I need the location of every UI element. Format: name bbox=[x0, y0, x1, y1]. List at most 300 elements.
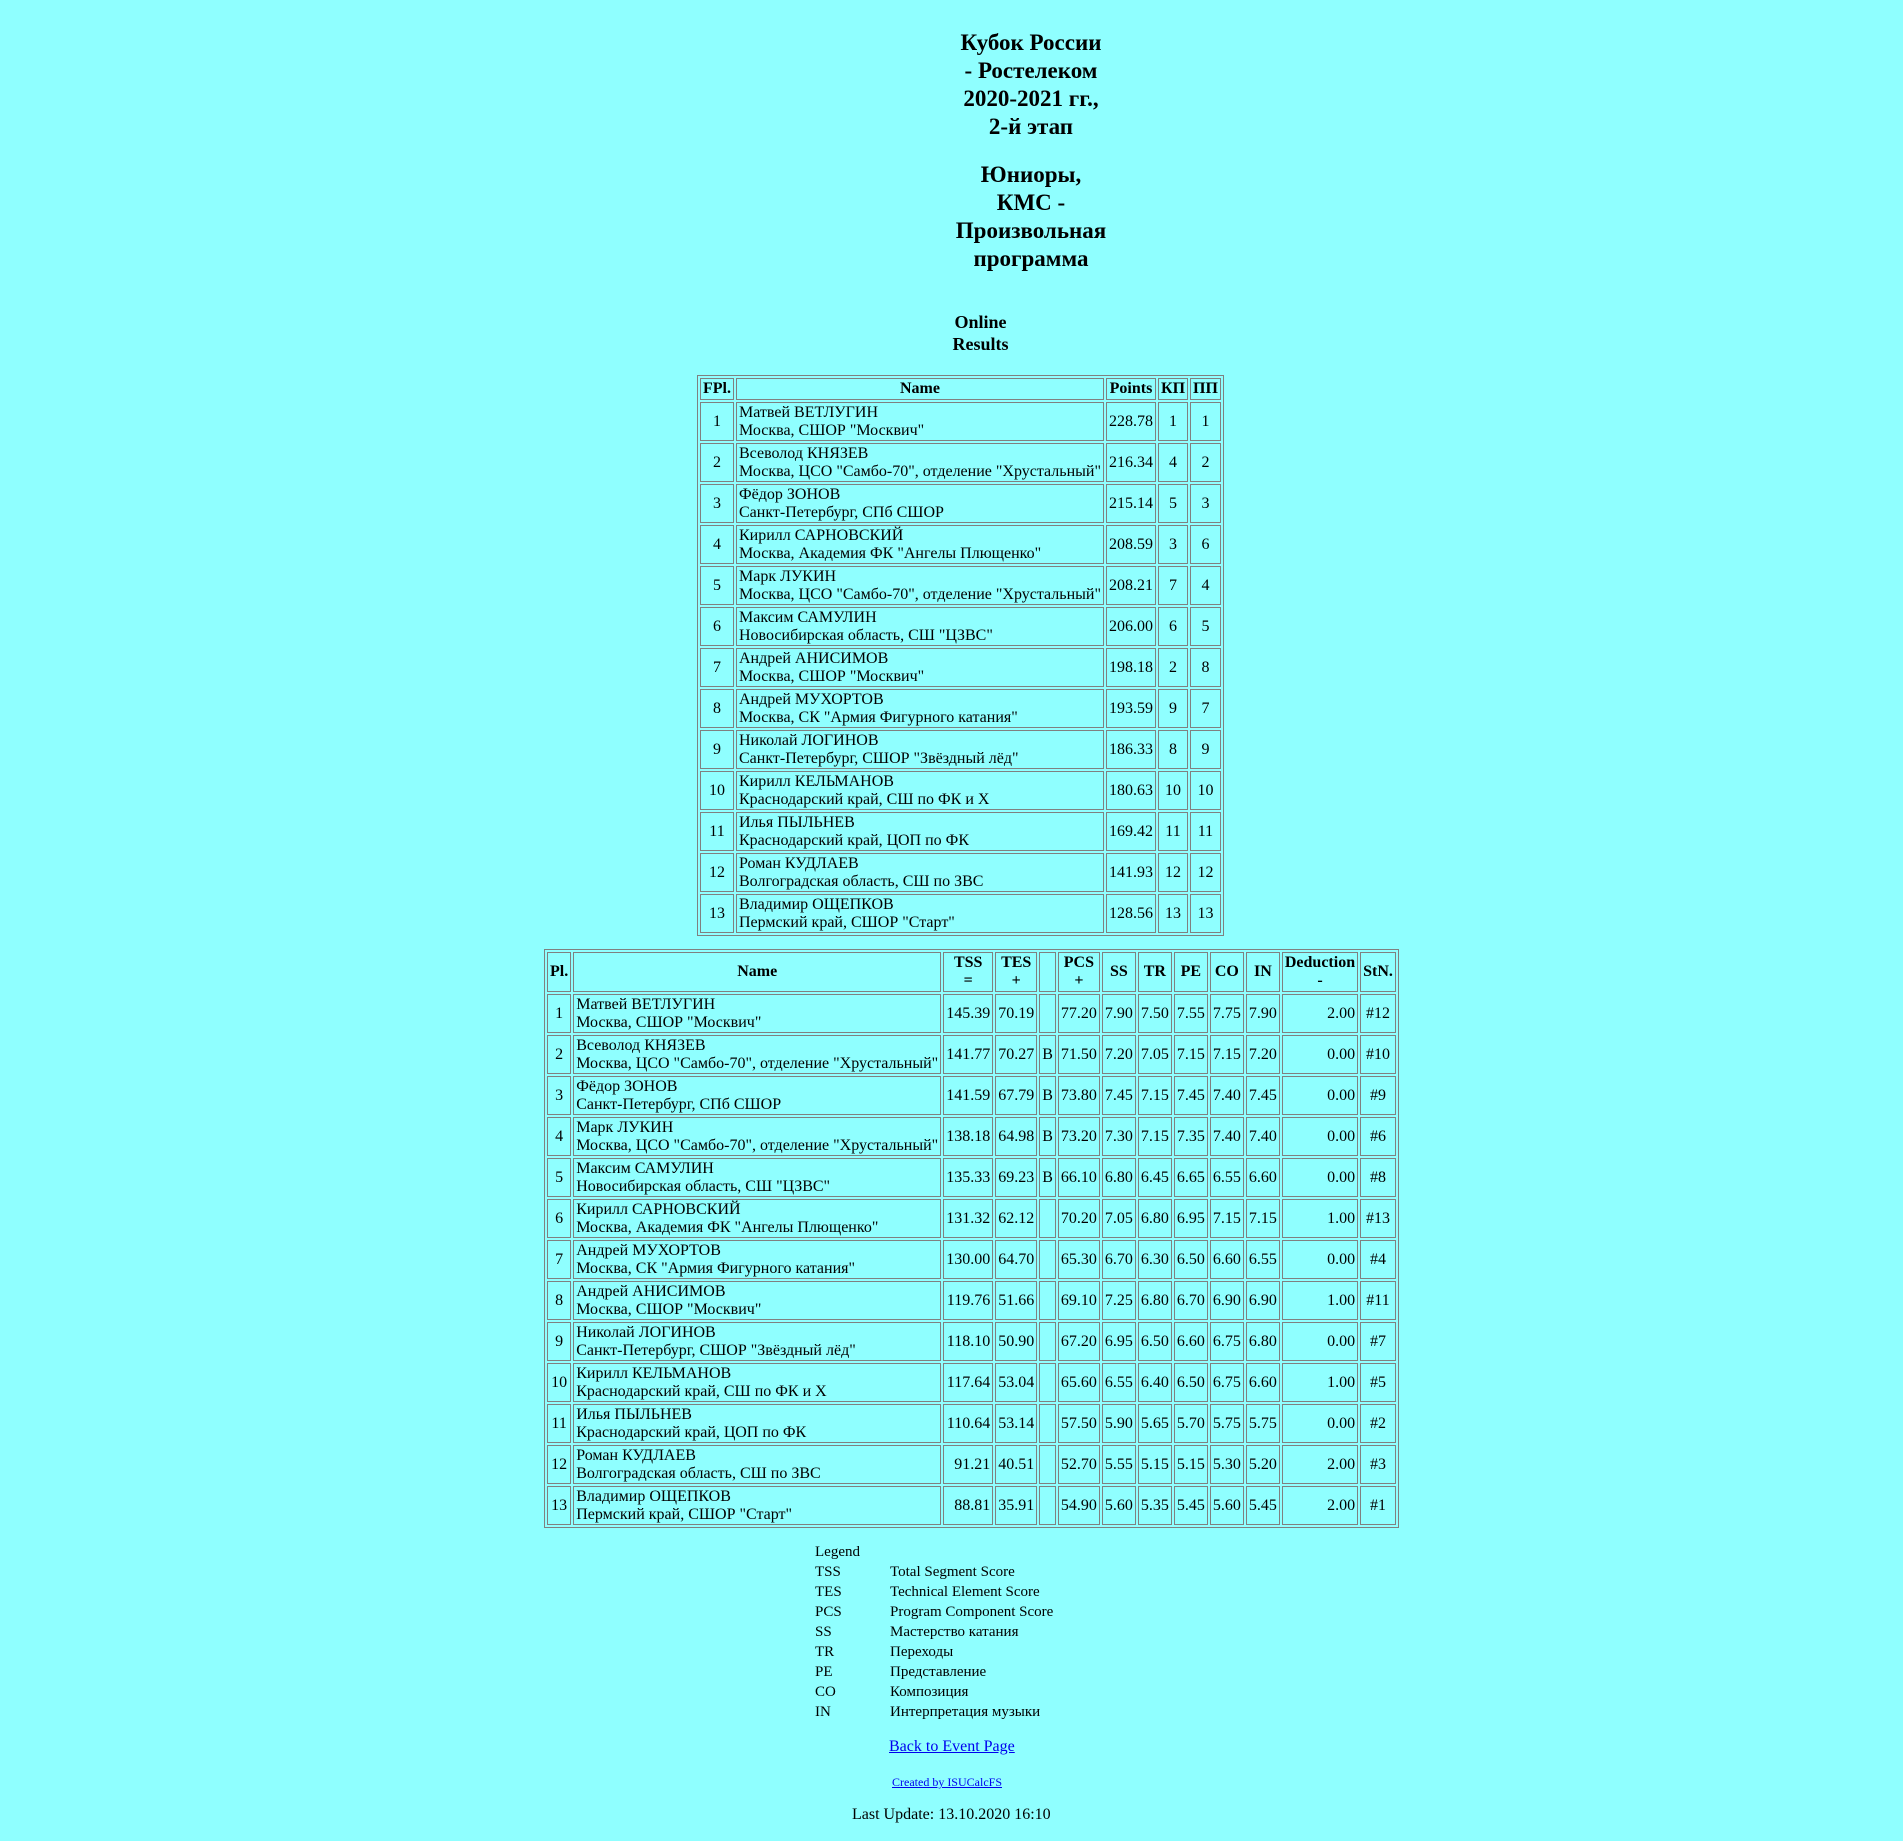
legend-key: IN bbox=[815, 1704, 831, 1720]
table-row bbox=[547, 1322, 1396, 1361]
cell-ss: 6.70 bbox=[1102, 1240, 1136, 1279]
cell-tr: 6.50 bbox=[1138, 1322, 1172, 1361]
cell-fpl: 12 bbox=[700, 853, 734, 892]
cell-pe: 6.70 bbox=[1174, 1281, 1208, 1320]
table-row bbox=[547, 994, 1396, 1033]
created-by-link[interactable]: Created by ISUCalcFS bbox=[892, 1775, 1002, 1789]
header-deduction: Deduction - bbox=[1282, 952, 1358, 992]
cell-pcs: 71.50 bbox=[1058, 1035, 1100, 1074]
legend-item bbox=[815, 1582, 1053, 1602]
cell-kp: 1 bbox=[1158, 402, 1188, 441]
cell-pe: 7.35 bbox=[1174, 1117, 1208, 1156]
cell-ded: 0.00 bbox=[1282, 1035, 1358, 1074]
cell-fpl: 2 bbox=[700, 443, 734, 482]
cell-pl: 11 bbox=[547, 1404, 571, 1443]
skater-club: Москва, ЦСО "Самбо-70", отделение "Хрустальный" bbox=[739, 585, 1101, 603]
cell-ded: 1.00 bbox=[1282, 1199, 1358, 1238]
cell-co: 7.40 bbox=[1210, 1076, 1244, 1115]
skater-club: Москва, ЦСО "Самбо-70", отделение "Хрустальный" bbox=[739, 462, 1101, 480]
skater-name: Кирилл САРНОВСКИЙ bbox=[739, 526, 904, 544]
cell-pe: 5.15 bbox=[1174, 1445, 1208, 1484]
header-pp: ПП bbox=[1190, 378, 1221, 400]
cell-tr: 5.15 bbox=[1138, 1445, 1172, 1484]
title-line: - Ростелеком bbox=[964, 58, 1098, 83]
cell-tes: 64.98 bbox=[995, 1117, 1037, 1156]
cell-pe: 5.45 bbox=[1174, 1486, 1208, 1525]
skater-name: Марк ЛУКИН bbox=[739, 567, 837, 585]
cell-name bbox=[736, 853, 1104, 892]
cell-points: 215.14 bbox=[1106, 484, 1156, 523]
cell-pl: 8 bbox=[547, 1281, 571, 1320]
cell-tes: 53.04 bbox=[995, 1363, 1037, 1402]
cell-bonus: B bbox=[1039, 1158, 1056, 1197]
cell-co: 7.40 bbox=[1210, 1117, 1244, 1156]
cell-pl: 7 bbox=[547, 1240, 571, 1279]
header-co: CO bbox=[1210, 952, 1244, 992]
cell-pl: 3 bbox=[547, 1076, 571, 1115]
legend-item bbox=[815, 1622, 1053, 1642]
skater-club: Санкт-Петербург, СПб СШОР bbox=[739, 503, 944, 521]
cell-bonus: B bbox=[1039, 1035, 1056, 1074]
cell-in: 6.60 bbox=[1246, 1158, 1280, 1197]
cell-name bbox=[573, 1076, 941, 1115]
cell-points: 198.18 bbox=[1106, 648, 1156, 687]
page-title bbox=[901, 29, 1161, 273]
cell-tss: 135.33 bbox=[943, 1158, 993, 1197]
cell-pp: 13 bbox=[1190, 894, 1221, 933]
cell-bonus bbox=[1039, 1240, 1056, 1279]
cell-kp: 5 bbox=[1158, 484, 1188, 523]
cell-kp: 10 bbox=[1158, 771, 1188, 810]
table-row bbox=[547, 1363, 1396, 1402]
cell-name bbox=[736, 771, 1104, 810]
cell-tr: 6.80 bbox=[1138, 1281, 1172, 1320]
cell-stn: #1 bbox=[1360, 1486, 1396, 1525]
cell-ded: 0.00 bbox=[1282, 1076, 1358, 1115]
header-pe: PE bbox=[1174, 952, 1208, 992]
skater-club: Москва, СШОР "Москвич" bbox=[576, 1300, 762, 1318]
table-row bbox=[700, 484, 1221, 523]
cell-tss: 119.76 bbox=[943, 1281, 993, 1320]
cell-points: 216.34 bbox=[1106, 443, 1156, 482]
cell-stn: #7 bbox=[1360, 1322, 1396, 1361]
cell-points: 208.59 bbox=[1106, 525, 1156, 564]
cell-kp: 7 bbox=[1158, 566, 1188, 605]
cell-pcs: 69.10 bbox=[1058, 1281, 1100, 1320]
cell-name bbox=[573, 1199, 941, 1238]
table-row bbox=[700, 648, 1221, 687]
skater-name: Владимир ОЩЕПКОВ bbox=[576, 1487, 731, 1505]
cell-pp: 3 bbox=[1190, 484, 1221, 523]
cell-fpl: 1 bbox=[700, 402, 734, 441]
cell-ded: 1.00 bbox=[1282, 1281, 1358, 1320]
cell-pp: 12 bbox=[1190, 853, 1221, 892]
cell-bonus bbox=[1039, 1363, 1056, 1402]
cell-pe: 7.45 bbox=[1174, 1076, 1208, 1115]
cell-tss: 131.32 bbox=[943, 1199, 993, 1238]
cell-tr: 7.15 bbox=[1138, 1117, 1172, 1156]
cell-kp: 3 bbox=[1158, 525, 1188, 564]
cell-pl: 2 bbox=[547, 1035, 571, 1074]
cell-ded: 2.00 bbox=[1282, 1445, 1358, 1484]
cell-name bbox=[736, 484, 1104, 523]
skater-club: Санкт-Петербург, СШОР "Звёздный лёд" bbox=[739, 749, 1019, 767]
legend-desc: Представление bbox=[890, 1664, 987, 1680]
skater-club: Москва, СК "Армия Фигурного катания" bbox=[739, 708, 1018, 726]
skater-name: Николай ЛОГИНОВ bbox=[739, 731, 879, 749]
cell-bonus bbox=[1039, 994, 1056, 1033]
skater-name: Николай ЛОГИНОВ bbox=[576, 1323, 716, 1341]
cell-stn: #3 bbox=[1360, 1445, 1396, 1484]
cell-name bbox=[573, 1035, 941, 1074]
cell-fpl: 6 bbox=[700, 607, 734, 646]
skater-club: Новосибирская область, СШ "ЦЗВС" bbox=[576, 1177, 831, 1195]
legend-item bbox=[815, 1602, 1053, 1622]
cell-tss: 118.10 bbox=[943, 1322, 993, 1361]
cell-stn: #2 bbox=[1360, 1404, 1396, 1443]
cell-points: 193.59 bbox=[1106, 689, 1156, 728]
cell-tes: 50.90 bbox=[995, 1322, 1037, 1361]
cell-name bbox=[736, 443, 1104, 482]
cell-pp: 5 bbox=[1190, 607, 1221, 646]
legend-key: PCS bbox=[815, 1604, 842, 1620]
category-line: КМС - bbox=[996, 190, 1066, 215]
cell-name bbox=[573, 1363, 941, 1402]
legend-desc: Интерпретация музыки bbox=[890, 1704, 1041, 1720]
title-line: 2-й этап bbox=[988, 114, 1074, 139]
skater-name: Илья ПЫЛЬНЕВ bbox=[576, 1405, 692, 1423]
cell-name bbox=[736, 689, 1104, 728]
skater-club: Пермский край, СШОР "Старт" bbox=[739, 913, 955, 931]
cell-tss: 88.81 bbox=[943, 1486, 993, 1525]
online-line: Results bbox=[952, 334, 1009, 354]
table-row bbox=[547, 1199, 1396, 1238]
cell-name bbox=[736, 402, 1104, 441]
title-line: 2020-2021 гг., bbox=[963, 86, 1099, 111]
table-row bbox=[700, 566, 1221, 605]
skater-club: Москва, Академия ФК "Ангелы Плющенко" bbox=[576, 1218, 879, 1236]
cell-pl: 5 bbox=[547, 1158, 571, 1197]
cell-name bbox=[736, 730, 1104, 769]
legend-key: SS bbox=[815, 1624, 832, 1640]
cell-tes: 62.12 bbox=[995, 1199, 1037, 1238]
cell-kp: 11 bbox=[1158, 812, 1188, 851]
header-pl: Pl. bbox=[547, 952, 571, 992]
cell-co: 5.75 bbox=[1210, 1404, 1244, 1443]
cell-name bbox=[736, 648, 1104, 687]
skater-club: Краснодарский край, ЦОП по ФК bbox=[739, 831, 969, 849]
cell-name bbox=[736, 525, 1104, 564]
cell-in: 7.90 bbox=[1246, 994, 1280, 1033]
cell-kp: 9 bbox=[1158, 689, 1188, 728]
cell-ss: 5.90 bbox=[1102, 1404, 1136, 1443]
table-header-row bbox=[700, 378, 1221, 400]
cell-co: 5.60 bbox=[1210, 1486, 1244, 1525]
header-tr: TR bbox=[1138, 952, 1172, 992]
cell-points: 186.33 bbox=[1106, 730, 1156, 769]
cell-pl: 4 bbox=[547, 1117, 571, 1156]
cell-stn: #4 bbox=[1360, 1240, 1396, 1279]
cell-pcs: 65.30 bbox=[1058, 1240, 1100, 1279]
last-update: Last Update: 13.10.2020 16:10 bbox=[852, 1806, 1051, 1823]
legend-desc: Композиция bbox=[890, 1684, 969, 1700]
cell-pp: 1 bbox=[1190, 402, 1221, 441]
cell-co: 6.60 bbox=[1210, 1240, 1244, 1279]
cell-kp: 8 bbox=[1158, 730, 1188, 769]
skater-name: Илья ПЫЛЬНЕВ bbox=[739, 813, 855, 831]
online-results-heading bbox=[900, 311, 1061, 355]
cell-pp: 6 bbox=[1190, 525, 1221, 564]
skater-name: Кирилл КЕЛЬМАНОВ bbox=[576, 1364, 732, 1382]
skater-club: Москва, СШОР "Москвич" bbox=[576, 1013, 762, 1031]
table-row bbox=[700, 894, 1221, 933]
cell-co: 6.90 bbox=[1210, 1281, 1244, 1320]
cell-pe: 6.50 bbox=[1174, 1240, 1208, 1279]
skater-name: Владимир ОЩЕПКОВ bbox=[739, 895, 894, 913]
cell-tes: 70.19 bbox=[995, 994, 1037, 1033]
cell-kp: 2 bbox=[1158, 648, 1188, 687]
cell-tes: 53.14 bbox=[995, 1404, 1037, 1443]
cell-bonus bbox=[1039, 1404, 1056, 1443]
legend-key: PE bbox=[815, 1664, 833, 1680]
cell-tr: 7.05 bbox=[1138, 1035, 1172, 1074]
cell-co: 6.75 bbox=[1210, 1322, 1244, 1361]
skater-name: Роман КУДЛАЕВ bbox=[576, 1446, 696, 1464]
cell-pe: 5.70 bbox=[1174, 1404, 1208, 1443]
header-pcs: PCS + bbox=[1058, 952, 1100, 992]
cell-tr: 6.30 bbox=[1138, 1240, 1172, 1279]
skater-club: Санкт-Петербург, СПб СШОР bbox=[576, 1095, 782, 1113]
cell-pp: 4 bbox=[1190, 566, 1221, 605]
cell-pcs: 66.10 bbox=[1058, 1158, 1100, 1197]
skater-name: Всеволод КНЯЗЕВ bbox=[576, 1036, 706, 1054]
table-row bbox=[700, 525, 1221, 564]
header-kp: КП bbox=[1158, 378, 1188, 400]
cell-points: 206.00 bbox=[1106, 607, 1156, 646]
cell-pcs: 77.20 bbox=[1058, 994, 1100, 1033]
cell-pp: 11 bbox=[1190, 812, 1221, 851]
skater-club: Волгоградская область, СШ по ЗВС bbox=[739, 872, 984, 890]
cell-fpl: 4 bbox=[700, 525, 734, 564]
cell-tes: 70.27 bbox=[995, 1035, 1037, 1074]
cell-fpl: 7 bbox=[700, 648, 734, 687]
cell-name bbox=[573, 1158, 941, 1197]
cell-pcs: 52.70 bbox=[1058, 1445, 1100, 1484]
cell-pcs: 73.20 bbox=[1058, 1117, 1100, 1156]
skater-name: Фёдор ЗОНОВ bbox=[576, 1077, 678, 1095]
cell-pe: 7.15 bbox=[1174, 1035, 1208, 1074]
table-row bbox=[700, 607, 1221, 646]
cell-name bbox=[573, 1322, 941, 1361]
cell-pe: 6.60 bbox=[1174, 1322, 1208, 1361]
category-line: Юниоры, bbox=[980, 162, 1082, 187]
cell-co: 6.75 bbox=[1210, 1363, 1244, 1402]
table-row bbox=[547, 1404, 1396, 1443]
cell-ded: 0.00 bbox=[1282, 1240, 1358, 1279]
cell-in: 7.40 bbox=[1246, 1117, 1280, 1156]
legend-item bbox=[815, 1562, 1053, 1582]
cell-tes: 51.66 bbox=[995, 1281, 1037, 1320]
cell-points: 128.56 bbox=[1106, 894, 1156, 933]
cell-co: 7.15 bbox=[1210, 1199, 1244, 1238]
cell-co: 7.15 bbox=[1210, 1035, 1244, 1074]
overall-results-table bbox=[697, 375, 1224, 936]
legend-key: CO bbox=[815, 1684, 836, 1700]
cell-fpl: 11 bbox=[700, 812, 734, 851]
cell-name bbox=[573, 994, 941, 1033]
cell-tes: 69.23 bbox=[995, 1158, 1037, 1197]
cell-ss: 6.80 bbox=[1102, 1158, 1136, 1197]
cell-points: 208.21 bbox=[1106, 566, 1156, 605]
cell-tr: 7.50 bbox=[1138, 994, 1172, 1033]
cell-kp: 12 bbox=[1158, 853, 1188, 892]
cell-tss: 110.64 bbox=[943, 1404, 993, 1443]
legend-item bbox=[815, 1702, 1053, 1722]
cell-tr: 6.45 bbox=[1138, 1158, 1172, 1197]
legend-key: TSS bbox=[815, 1564, 841, 1580]
table-row bbox=[547, 1076, 1396, 1115]
cell-tr: 6.40 bbox=[1138, 1363, 1172, 1402]
cell-co: 5.30 bbox=[1210, 1445, 1244, 1484]
cell-tss: 141.59 bbox=[943, 1076, 993, 1115]
cell-ded: 0.00 bbox=[1282, 1117, 1358, 1156]
cell-fpl: 3 bbox=[700, 484, 734, 523]
legend-title: Legend bbox=[815, 1544, 860, 1560]
header-fpl: FPl. bbox=[700, 378, 734, 400]
header-name: Name bbox=[736, 378, 1104, 400]
cell-ss: 6.55 bbox=[1102, 1363, 1136, 1402]
skater-club: Новосибирская область, СШ "ЦЗВС" bbox=[739, 626, 993, 644]
cell-stn: #6 bbox=[1360, 1117, 1396, 1156]
back-to-event-link[interactable]: Back to Event Page bbox=[889, 1738, 1015, 1755]
skater-name: Кирилл САРНОВСКИЙ bbox=[576, 1200, 741, 1218]
legend-item bbox=[815, 1662, 1053, 1682]
skater-club: Волгоградская область, СШ по ЗВС bbox=[576, 1464, 821, 1482]
cell-pl: 9 bbox=[547, 1322, 571, 1361]
cell-pcs: 70.20 bbox=[1058, 1199, 1100, 1238]
cell-ss: 7.90 bbox=[1102, 994, 1136, 1033]
skater-club: Краснодарский край, СШ по ФК и Х bbox=[739, 790, 990, 808]
header-ss: SS bbox=[1102, 952, 1136, 992]
skater-name: Кирилл КЕЛЬМАНОВ bbox=[739, 772, 894, 790]
cell-kp: 13 bbox=[1158, 894, 1188, 933]
table-row bbox=[547, 1158, 1396, 1197]
cell-kp: 6 bbox=[1158, 607, 1188, 646]
cell-tss: 141.77 bbox=[943, 1035, 993, 1074]
cell-pl: 1 bbox=[547, 994, 571, 1033]
table-row bbox=[700, 443, 1221, 482]
skater-name: Максим САМУЛИН bbox=[739, 608, 877, 626]
cell-co: 6.55 bbox=[1210, 1158, 1244, 1197]
cell-name bbox=[573, 1240, 941, 1279]
cell-fpl: 8 bbox=[700, 689, 734, 728]
skater-club: Пермский край, СШОР "Старт" bbox=[576, 1505, 793, 1523]
cell-ss: 6.95 bbox=[1102, 1322, 1136, 1361]
cell-ss: 7.30 bbox=[1102, 1117, 1136, 1156]
cell-name bbox=[573, 1117, 941, 1156]
cell-in: 7.20 bbox=[1246, 1035, 1280, 1074]
header-in: IN bbox=[1246, 952, 1280, 992]
cell-pl: 13 bbox=[547, 1486, 571, 1525]
cell-tes: 40.51 bbox=[995, 1445, 1037, 1484]
cell-stn: #9 bbox=[1360, 1076, 1396, 1115]
cell-pp: 10 bbox=[1190, 771, 1221, 810]
cell-pcs: 57.50 bbox=[1058, 1404, 1100, 1443]
skater-name: Роман КУДЛАЕВ bbox=[739, 854, 859, 872]
cell-in: 6.60 bbox=[1246, 1363, 1280, 1402]
legend-desc: Program Component Score bbox=[890, 1604, 1054, 1620]
cell-name bbox=[573, 1281, 941, 1320]
cell-stn: #8 bbox=[1360, 1158, 1396, 1197]
cell-ss: 5.60 bbox=[1102, 1486, 1136, 1525]
cell-pcs: 65.60 bbox=[1058, 1363, 1100, 1402]
skater-name: Марк ЛУКИН bbox=[576, 1118, 674, 1136]
cell-stn: #5 bbox=[1360, 1363, 1396, 1402]
cell-in: 7.15 bbox=[1246, 1199, 1280, 1238]
legend-desc: Переходы bbox=[890, 1644, 954, 1660]
cell-tes: 67.79 bbox=[995, 1076, 1037, 1115]
cell-name bbox=[736, 812, 1104, 851]
skater-club: Москва, СК "Армия Фигурного катания" bbox=[576, 1259, 856, 1277]
cell-pe: 6.50 bbox=[1174, 1363, 1208, 1402]
skater-name: Андрей МУХОРТОВ bbox=[576, 1241, 721, 1259]
cell-tes: 64.70 bbox=[995, 1240, 1037, 1279]
cell-pe: 6.95 bbox=[1174, 1199, 1208, 1238]
table-row bbox=[700, 812, 1221, 851]
skater-club: Москва, СШОР "Москвич" bbox=[739, 421, 925, 439]
cell-pp: 8 bbox=[1190, 648, 1221, 687]
cell-ded: 0.00 bbox=[1282, 1404, 1358, 1443]
table-row bbox=[700, 689, 1221, 728]
cell-stn: #12 bbox=[1360, 994, 1396, 1033]
cell-pcs: 54.90 bbox=[1058, 1486, 1100, 1525]
cell-points: 169.42 bbox=[1106, 812, 1156, 851]
legend-desc: Мастерство катания bbox=[890, 1624, 1019, 1640]
cell-ss: 7.25 bbox=[1102, 1281, 1136, 1320]
cell-tss: 145.39 bbox=[943, 994, 993, 1033]
skater-club: Москва, ЦСО "Самбо-70", отделение "Хрустальный" bbox=[576, 1054, 939, 1072]
cell-in: 5.20 bbox=[1246, 1445, 1280, 1484]
skater-name: Фёдор ЗОНОВ bbox=[739, 485, 841, 503]
cell-tr: 5.65 bbox=[1138, 1404, 1172, 1443]
category-line: Произвольная bbox=[955, 218, 1107, 243]
cell-tss: 130.00 bbox=[943, 1240, 993, 1279]
table-row bbox=[700, 730, 1221, 769]
cell-ded: 0.00 bbox=[1282, 1158, 1358, 1197]
cell-fpl: 9 bbox=[700, 730, 734, 769]
cell-points: 141.93 bbox=[1106, 853, 1156, 892]
cell-name bbox=[736, 566, 1104, 605]
cell-ded: 1.00 bbox=[1282, 1363, 1358, 1402]
cell-pp: 2 bbox=[1190, 443, 1221, 482]
cell-co: 7.75 bbox=[1210, 994, 1244, 1033]
cell-ded: 0.00 bbox=[1282, 1322, 1358, 1361]
segment-results-table bbox=[544, 949, 1399, 1528]
table-row bbox=[547, 1240, 1396, 1279]
cell-pcs: 73.80 bbox=[1058, 1076, 1100, 1115]
table-row bbox=[700, 853, 1221, 892]
legend-key: TES bbox=[815, 1584, 842, 1600]
cell-in: 5.45 bbox=[1246, 1486, 1280, 1525]
title-line: Кубок России bbox=[960, 30, 1102, 55]
skater-club: Санкт-Петербург, СШОР "Звёздный лёд" bbox=[576, 1341, 856, 1359]
cell-in: 6.80 bbox=[1246, 1322, 1280, 1361]
table-row bbox=[547, 1486, 1396, 1525]
cell-bonus bbox=[1039, 1445, 1056, 1484]
cell-bonus: B bbox=[1039, 1117, 1056, 1156]
legend-item bbox=[815, 1642, 1053, 1662]
cell-tss: 117.64 bbox=[943, 1363, 993, 1402]
